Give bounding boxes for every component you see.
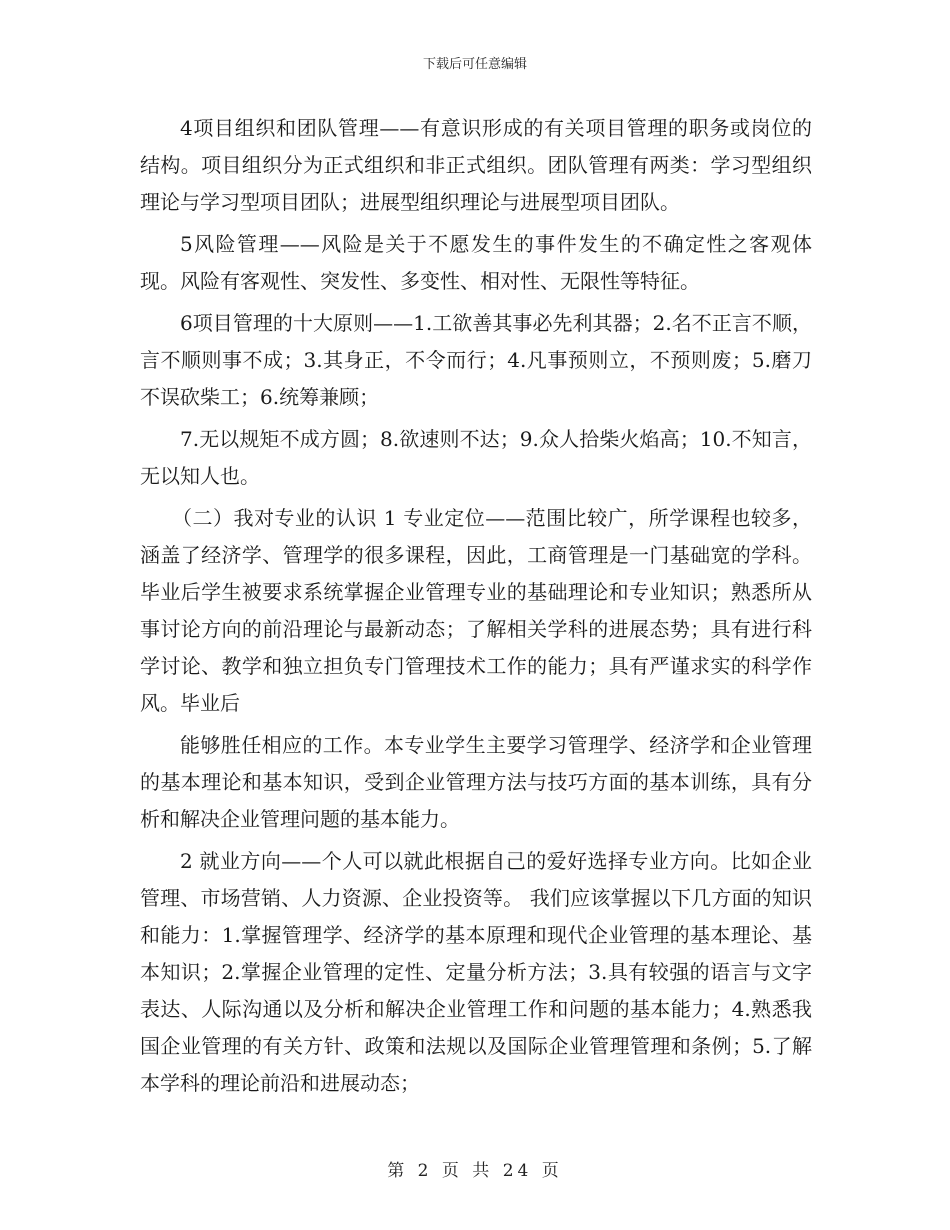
document-body (140, 110, 812, 1107)
page-footer: 第 2 页 共 24 页 (387, 1161, 563, 1181)
paragraph-ten-principles: 6项目管理的十大原则——1.工欲善其事必先利其器；2.名不正言不顺，言不顺则事不成；3.其身正，不令而行；4.凡事预则立，不预则废；5.磨刀不误砍柴工；6.统筹兼顾； (140, 311, 812, 409)
paragraph-principles-continued: 7.无以规矩不成方圆；8.欲速则不达；9.众人拾柴火焰高；10.不知言，无以知人也。 (140, 427, 812, 488)
paragraph-major-understanding: （二）我对专业的认识 1 专业定位——范围比较广，所学课程也较多，涵盖了经济学、管理学的很多课程，因此，工商管理是一门基础宽的学科。毕业后学生被要求系统掌握企业管理专业的基础理论和专业知识；熟悉所从事讨论方向的前沿理论与最新动态；了解相关学科的进展态势；具有进行科学讨论、教学和独立担负专门管理技术工作的能力；具有严谨求实的科学作风。毕业后 (140, 506, 812, 715)
paragraph-after-graduation: 能够胜任相应的工作。本专业学生主要学习管理学、经济学和企业管理的基本理论和基本知识，受到企业管理方法与技巧方面的基本训练，具有分析和解决企业管理问题的基本能力。 (140, 733, 812, 831)
page-header: 下载后可任意编辑 (422, 57, 527, 72)
paragraph-project-organization: 4项目组织和团队管理——有意识形成的有关项目管理的职务或岗位的结构。项目组织分为正式组织和非正式组织。团队管理有两类：学习型组织理论与学习型项目团队；进展型组织理论与进展型项目团队。 (140, 116, 812, 214)
paragraph-career-direction: 2 就业方向——个人可以就此根据自己的爱好选择专业方向。比如企业管理、市场营销、人力资源、企业投资等。 我们应该掌握以下几方面的知识和能力：1.掌握管理学、经济学的基本原理和现代企业管理的基本理论、基本知识；2.掌握企业管理的定性、定量分析方法；3.具有较强的语言与文字表达、人际沟通以及分析和解决企业管理工作和问题的基本能力；4.熟悉我国企业管理的有关方针、政策和法规以及国际企业管理管理和条例；5.了解本学科的理论前沿和进展动态； (140, 849, 812, 1095)
paragraph-risk-management: 5风险管理——风险是关于不愿发生的事件发生的不确定性之客观体现。风险有客观性、突发性、多变性、相对性、无限性等特征。 (140, 232, 812, 293)
